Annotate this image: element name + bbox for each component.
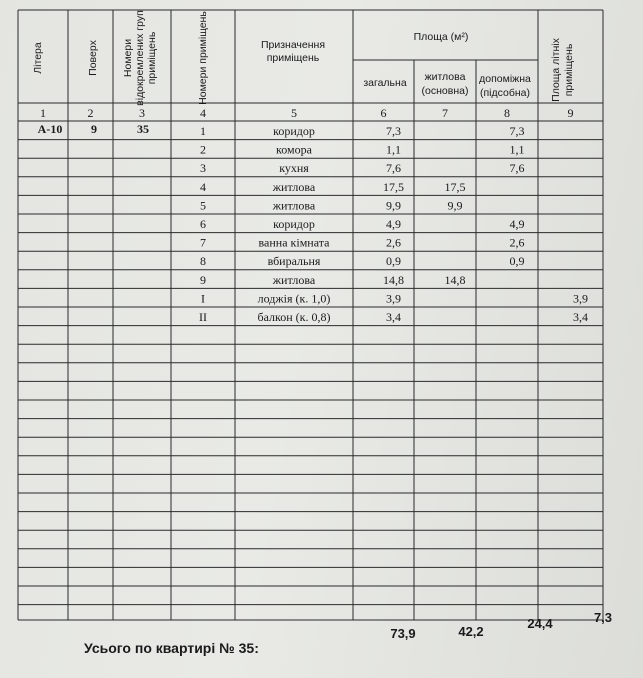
header-poverkh: Поверх [87, 40, 99, 76]
totals-living: 42,2 [458, 624, 484, 639]
area-aux-cell: 0,9 [509, 254, 525, 269]
column-number: 9 [567, 106, 574, 120]
room-number-cell: 1 [200, 124, 206, 138]
room-number-cell: 6 [200, 217, 206, 231]
area-living-cell: 14,8 [444, 272, 466, 287]
area-total-cell: 9,9 [386, 198, 401, 213]
room-number-cell: 5 [200, 198, 206, 213]
area-total-cell: 0,9 [386, 254, 401, 269]
header-area-total: загальна [363, 77, 407, 89]
header-area-living-1: житлова [424, 71, 466, 83]
header-room-numbers: Номери приміщень [197, 11, 209, 105]
column-number: 1 [40, 106, 46, 120]
header-purpose-2: приміщень [266, 52, 320, 64]
column-number: 6 [380, 106, 387, 120]
header-groups-3: приміщень [146, 31, 158, 85]
column-number: 8 [504, 106, 510, 120]
table-row [201, 291, 588, 305]
area-total-cell: 14,8 [383, 272, 404, 287]
header-area-living-2: (основна) [421, 85, 469, 97]
column-number: 2 [87, 106, 94, 120]
area-summer-cell: 3,9 [573, 291, 588, 306]
room-purpose-cell: лоджія (к. 1,0) [257, 291, 331, 306]
first-row-group: 35 [137, 122, 149, 136]
area-total-cell: 1,1 [386, 142, 401, 157]
room-purpose-cell: ванна кімната [258, 235, 330, 250]
room-number-cell: 7 [200, 235, 206, 250]
area-living-cell: 9,9 [447, 198, 463, 213]
table-row [200, 180, 466, 194]
header-litera: Літера [32, 42, 44, 74]
room-purpose-cell: коридор [273, 124, 315, 138]
totals-aux: 24,4 [527, 616, 553, 631]
header-area-aux-1: допоміжна [479, 73, 531, 85]
column-number: 4 [200, 106, 206, 120]
area-total-cell: 2,6 [386, 235, 401, 250]
table-row [200, 273, 466, 287]
area-summer-cell: 3,4 [573, 310, 588, 324]
first-row-litera: А-10 [37, 122, 63, 136]
column-number: 5 [291, 106, 297, 120]
totals-total: 73,9 [390, 626, 416, 641]
room-purpose-cell: житлова [272, 198, 316, 213]
header-purpose-1: Призначення [260, 39, 326, 51]
room-number-cell: 4 [200, 179, 206, 194]
room-purpose-cell: комора [276, 142, 312, 157]
area-total-cell: 3,4 [386, 310, 401, 324]
table-row [200, 198, 463, 212]
area-aux-cell: 7,3 [509, 124, 525, 138]
header-groups-1: Номери [122, 38, 134, 78]
area-total-cell: 3,9 [386, 291, 401, 306]
room-number-cell: I [201, 291, 205, 306]
totals-label: Усього по квартирі № 35: [84, 640, 259, 656]
room-purpose-cell: житлова [272, 272, 316, 287]
room-purpose-cell: житлова [272, 179, 316, 194]
column-number: 3 [139, 106, 145, 120]
area-aux-cell: 1,1 [509, 142, 525, 157]
header-groups-2: відокремлених груп [134, 10, 146, 106]
room-number-cell: II [199, 310, 207, 324]
room-purpose-cell: вбиральня [267, 254, 321, 269]
column-number: 7 [442, 106, 448, 120]
area-total-cell: 4,9 [386, 217, 401, 231]
header-summer-2: приміщень [563, 43, 575, 97]
room-number-cell: 9 [200, 272, 206, 287]
area-aux-cell: 4,9 [509, 217, 525, 231]
area-aux-cell: 2,6 [509, 235, 525, 250]
area-aux-cell: 7,6 [509, 161, 525, 176]
area-total-cell: 17,5 [383, 179, 404, 194]
area-living-cell: 17,5 [444, 179, 466, 194]
table-row [199, 310, 588, 324]
header-area-aux-2: (підсобна) [480, 87, 530, 99]
room-purpose-cell: кухня [279, 161, 309, 176]
room-number-cell: 8 [200, 254, 206, 269]
room-number-cell: 3 [200, 161, 206, 176]
room-purpose-cell: балкон (к. 0,8) [257, 310, 331, 324]
room-number-cell: 2 [200, 142, 206, 157]
header-area: Площа (м²) [413, 31, 469, 43]
totals-summer: 7,3 [593, 610, 613, 625]
first-row-poverkh: 9 [91, 122, 97, 136]
area-total-cell: 7,3 [386, 124, 401, 138]
header-summer-1: Площа літніх [550, 38, 562, 102]
room-purpose-cell: коридор [273, 217, 315, 231]
area-total-cell: 7,6 [386, 161, 401, 176]
